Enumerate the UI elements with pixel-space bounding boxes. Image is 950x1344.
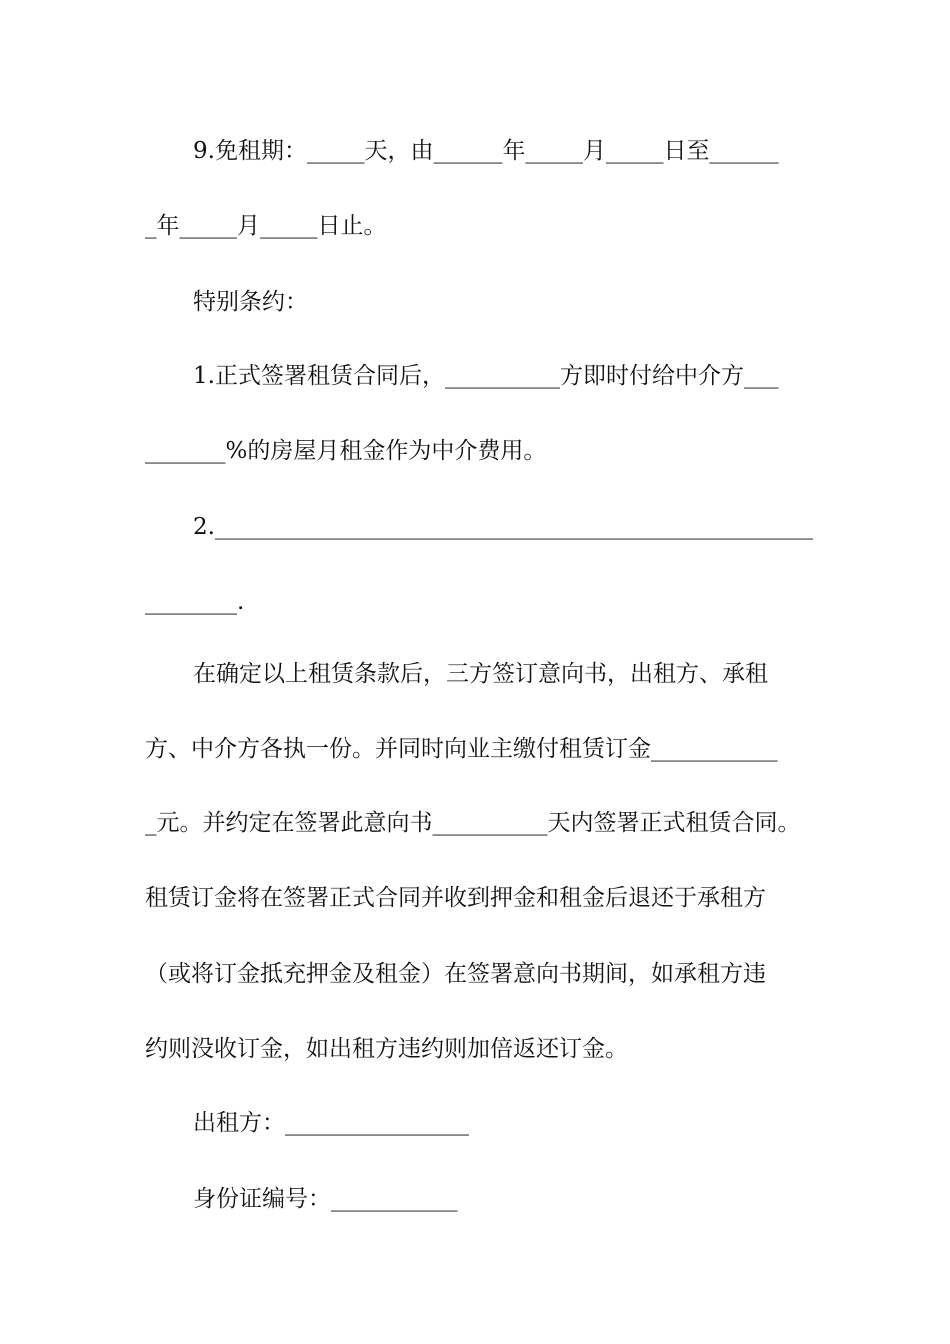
paragraph-line: 方、中介方各执一份。并同时向业主缴付租赁订金___________ — [145, 736, 778, 762]
special-terms-heading: 特别条约： — [193, 289, 308, 315]
lessor-signature-line: 出租方：________________ — [193, 1110, 469, 1136]
special-term-1-line: 1.正式签署租赁合同后，__________方即时付给中介方___ — [193, 363, 779, 389]
paragraph-line: 租赁订金将在签署正式合同并收到押金和租金后退还于承租方 — [145, 885, 766, 911]
id-number-line: 身份证编号：___________ — [193, 1186, 458, 1212]
special-term-2-continuation: ________. — [145, 589, 245, 615]
paragraph-line: 在确定以上租赁条款后，三方签订意向书，出租方、承租 — [193, 661, 768, 687]
paragraph-line: 约则没收订金，如出租方违约则加倍返还订金。 — [145, 1036, 628, 1062]
rent-free-period-line: 9.免租期：_____天，由______年_____月_____日至______ — [193, 138, 779, 164]
special-term-1-continuation: _______%的房屋月租金作为中介费用。 — [145, 438, 547, 464]
special-term-2-line: 2.____________________________________________________ — [193, 514, 813, 540]
paragraph-line: _元。并约定在签署此意向书__________天内签署正式租赁合同。 — [145, 810, 801, 836]
paragraph-line: （或将订金抵充押金及租金）在签署意向书期间，如承租方违 — [145, 961, 766, 987]
rent-free-period-end-line: _年_____月_____日止。 — [145, 213, 387, 239]
